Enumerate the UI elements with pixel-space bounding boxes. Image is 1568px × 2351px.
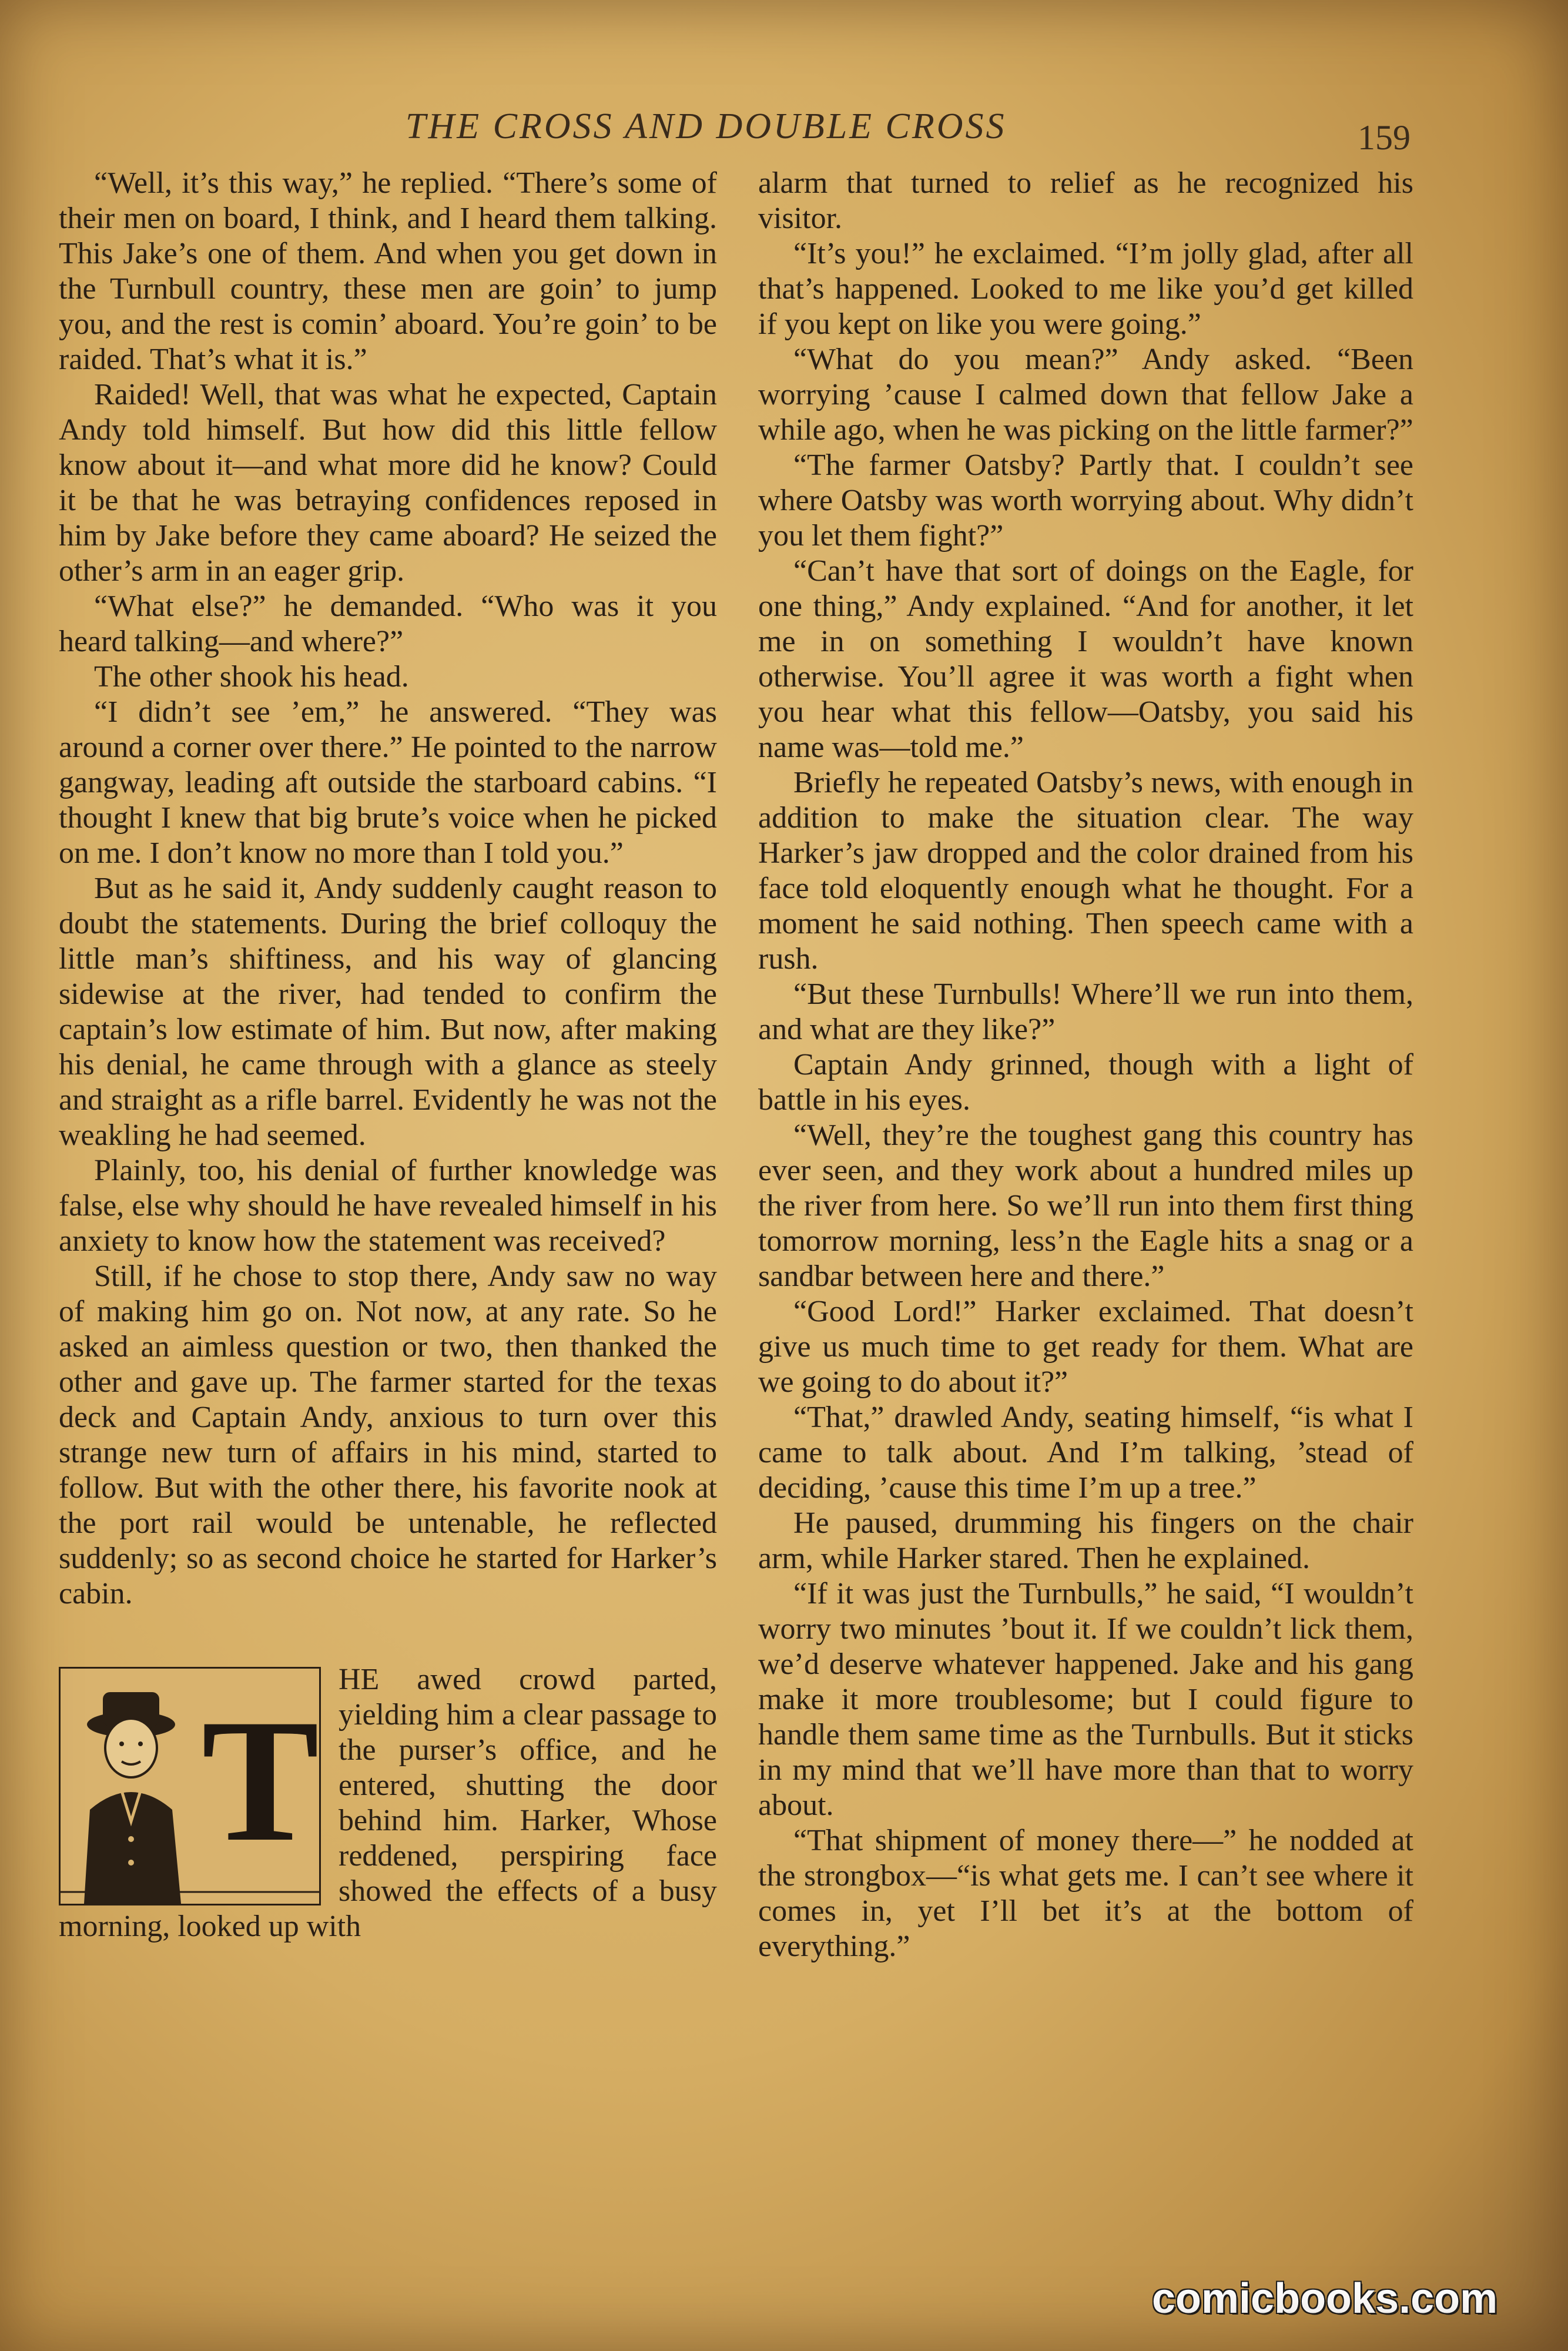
paragraph: Plainly, too, his denial of further knowledge was false, else why should he have revealed himself in his anxiety to know how the statement was received?	[59, 1154, 717, 1258]
paragraph: “It’s you!” he exclaimed. “I’m jolly glad, after all that’s happened. Looked to me like you’d get killed if you kept on like you were going.”	[758, 237, 1413, 341]
paragraph: “If it was just the Turnbulls,” he said, “I wouldn’t worry two minutes ’bout it. If we couldn’t lick them, we’d deserve whatever happened. Jake and his gang make it more troublesome; but I could figure to handle them same time as the Turnbulls. But it sticks in my mind that we’ll have more than that to worry about.	[758, 1577, 1413, 1822]
dropcap-illustration	[59, 1667, 321, 1905]
page-header	[0, 106, 1568, 159]
section-start	[59, 1662, 717, 1944]
paragraph: “The farmer Oatsby? Partly that. I couldn’t see where Oatsby was worth worrying about. Why didn’t you let them fight?”	[758, 448, 1413, 552]
dropcap-letter: T	[202, 1683, 320, 1878]
paragraph: “Can’t have that sort of doings on the Eagle, for one thing,” Andy explained. “And for another, it let me in on something I wouldn’t have known otherwise. You’ll agree it was worth a fight when you hear what this fellow—Oatsby, you said his name was—told me.”	[758, 554, 1413, 764]
paragraph: “I didn’t see ’em,” he answered. “They was around a corner over there.” He pointed to the narrow gangway, leading aft outside the starboard cabins. “I thought I knew that big brute’s voice when he picked on me. I don’t know no more than I told you.”	[59, 695, 717, 870]
paragraph: “Well, they’re the toughest gang this country has ever seen, and they work about a hundred miles up the river from here. So we’ll run into them first thing tomorrow morning, less’n the Eagle hits a snag or a sandbar between here and there.”	[758, 1118, 1413, 1293]
paragraph: “That shipment of money there—” he nodded at the strongbox—“is what gets me. I can’t see where it comes in, yet I’ll bet it’s at the bottom of everything.”	[758, 1824, 1413, 1963]
left-column	[59, 166, 717, 2311]
right-column	[758, 166, 1413, 2311]
paragraph: Still, if he chose to stop there, Andy saw no way of making him go on. Not now, at any rate. So he asked an aimless question or two, then thanked the other and gave up. The farmer started for the texas deck and Captain Andy, anxious to turn over this strange new turn of affairs in his mind, started to follow. But with the other there, his favorite nook at the port rail would be untenable, he reflected suddenly; so as second choice he started for Harker’s cabin.	[59, 1260, 717, 1610]
page-number: 159	[1358, 118, 1410, 157]
paragraph: “What do you mean?” Andy asked. “Been worrying ’cause I calmed down that fellow Jake a while ago, when he was picking on the little farmer?”	[758, 343, 1413, 447]
running-title: THE CROSS AND DOUBLE CROSS	[406, 106, 1007, 146]
paragraph: alarm that turned to relief as he recognized his visitor.	[758, 166, 1413, 235]
paragraph: Briefly he repeated Oatsby’s news, with enough in addition to make the situation clear. The way Harker’s jaw dropped and the color drained from his face told eloquently enough what he thought. For a moment he said nothing. Then speech came with a rush.	[758, 766, 1413, 976]
paragraph: HE awed crowd parted, yielding him a clear passage to the purser’s office, and he entered, shutting the door behind him. Harker, Whose reddened, perspiring face showed the effects of a busy morning, looked up with	[59, 1663, 717, 1943]
paragraph: “That,” drawled Andy, seating himself, “is what I came to talk about. And I’m talking, ’stead of deciding, ’cause this time I’m up a tree.”	[758, 1401, 1413, 1505]
paragraph: “But these Turnbulls! Where’ll we run into them, and what are they like?”	[758, 977, 1413, 1046]
paragraph: But as he said it, Andy suddenly caught reason to doubt the statements. During the brief colloquy the little man’s shiftiness, and his way of glancing sidewise at the river, had tended to confirm the captain’s low estimate of him. But now, after making his denial, he came through with a glance as steely and straight as a rifle barrel. Evidently he was not the weakling he had seemed.	[59, 872, 717, 1152]
paragraph: “Good Lord!” Harker exclaimed. That doesn’t give us much time to get ready for them. What are we going to do about it?”	[758, 1295, 1413, 1399]
paragraph: He paused, drumming his fingers on the chair arm, while Harker stared. Then he explained.	[758, 1506, 1413, 1575]
watermark-logo: comicbooks.com	[1152, 2275, 1498, 2322]
paragraph: “Well, it’s this way,” he replied. “There’s some of their men on board, I think, and I heard them talking. This Jake’s one of them. And when you get down in the Turnbull country, these men are goin’ to jump you, and the rest is comin’ aboard. You’re goin’ to be raided. That’s what it is.”	[59, 166, 717, 376]
paragraph: Raided! Well, that was what he expected, Captain Andy told himself. But how did this little fellow know about it—and what more did he know? Could it be that he was betraying confidences reposed in him by Jake before they came aboard? He seized the other’s arm in an eager grip.	[59, 378, 717, 588]
paragraph: Captain Andy grinned, though with a light of battle in his eyes.	[758, 1048, 1413, 1117]
paragraph: The other shook his head.	[94, 660, 409, 694]
paragraph: “What else?” he demanded. “Who was it you heard talking—and where?”	[59, 590, 717, 658]
